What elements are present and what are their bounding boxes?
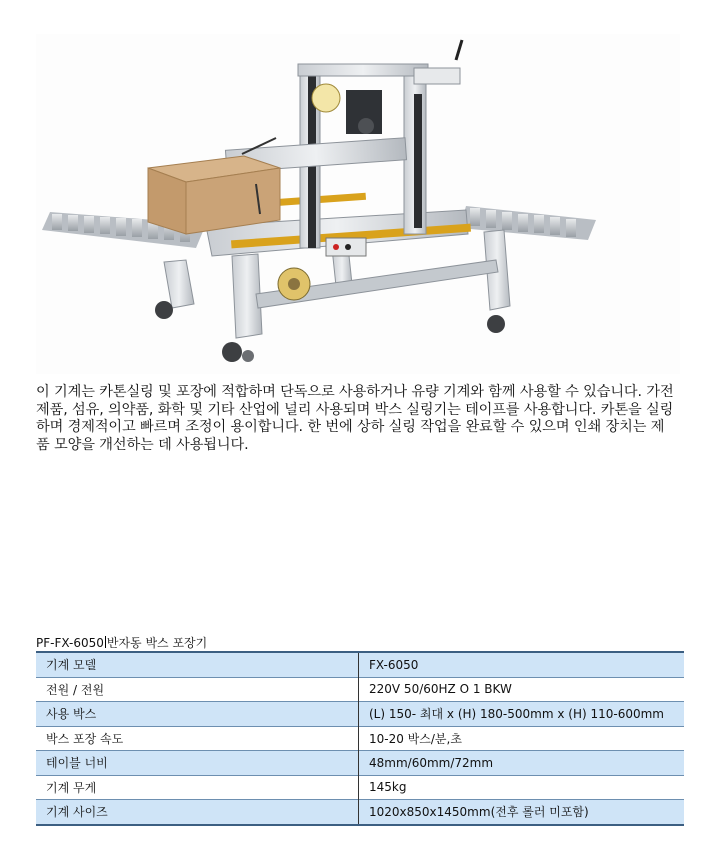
spec-value: (L) 150- 최대 x (H) 180-500mm x (H) 110-600mm xyxy=(359,702,685,727)
spec-table xyxy=(36,651,684,826)
caption-title: 반자동 박스 포장기 xyxy=(106,636,208,650)
spec-table-caption xyxy=(36,636,207,650)
spec-label: 테이블 너비 xyxy=(36,751,359,776)
table-row xyxy=(36,702,684,727)
table-row xyxy=(36,751,684,776)
table-row xyxy=(36,677,684,702)
spec-label: 기계 무게 xyxy=(36,775,359,800)
carton-sealer-illustration xyxy=(36,34,680,374)
spec-label: 전원 / 전원 xyxy=(36,677,359,702)
carton-box xyxy=(148,156,280,234)
spec-label: 기계 사이즈 xyxy=(36,800,359,825)
table-row xyxy=(36,652,684,677)
spec-value: 48mm/60mm/72mm xyxy=(359,751,685,776)
spec-value: FX-6050 xyxy=(359,652,685,677)
product-photo xyxy=(36,34,680,374)
outfeed-roller-conveyor xyxy=(460,206,596,240)
table-row xyxy=(36,800,684,825)
spec-value: 145kg xyxy=(369,780,407,795)
spec-label: 사용 박스 xyxy=(36,702,359,727)
spec-value: 220V 50/60HZ O 1 BKW xyxy=(369,682,512,697)
spec-label: 기계 모델 xyxy=(36,652,359,677)
spec-label: 박스 포장 속도 xyxy=(36,726,359,751)
caption-model: PF-FX-6050 xyxy=(36,636,104,650)
table-row xyxy=(36,726,684,751)
text-cursor xyxy=(105,636,106,648)
spec-value: 10-20 박스/분,초 xyxy=(369,731,462,746)
spec-value: 1020x850x1450mm(전후 롤러 미포함) xyxy=(359,800,685,825)
product-description: 이 기계는 카톤실링 및 포장에 적합하며 단독으로 사용하거나 유량 기계와 함께 사용할 수 있습니다. 가전제품, 섬유, 의약품, 화학 및 기타 산업에 널리 사용되며 박스 실링기는 테이프를 사용합니다. 카톤을 실링 하며 경제적이고 빠르며 조정이 용이합니다. 한 번에 상하 실링 작업을 완료할 수 있으며 인쇄 장치는 제품 모양을 개선하는 데 사용됩니다. xyxy=(36,384,674,453)
table-row xyxy=(36,775,684,800)
